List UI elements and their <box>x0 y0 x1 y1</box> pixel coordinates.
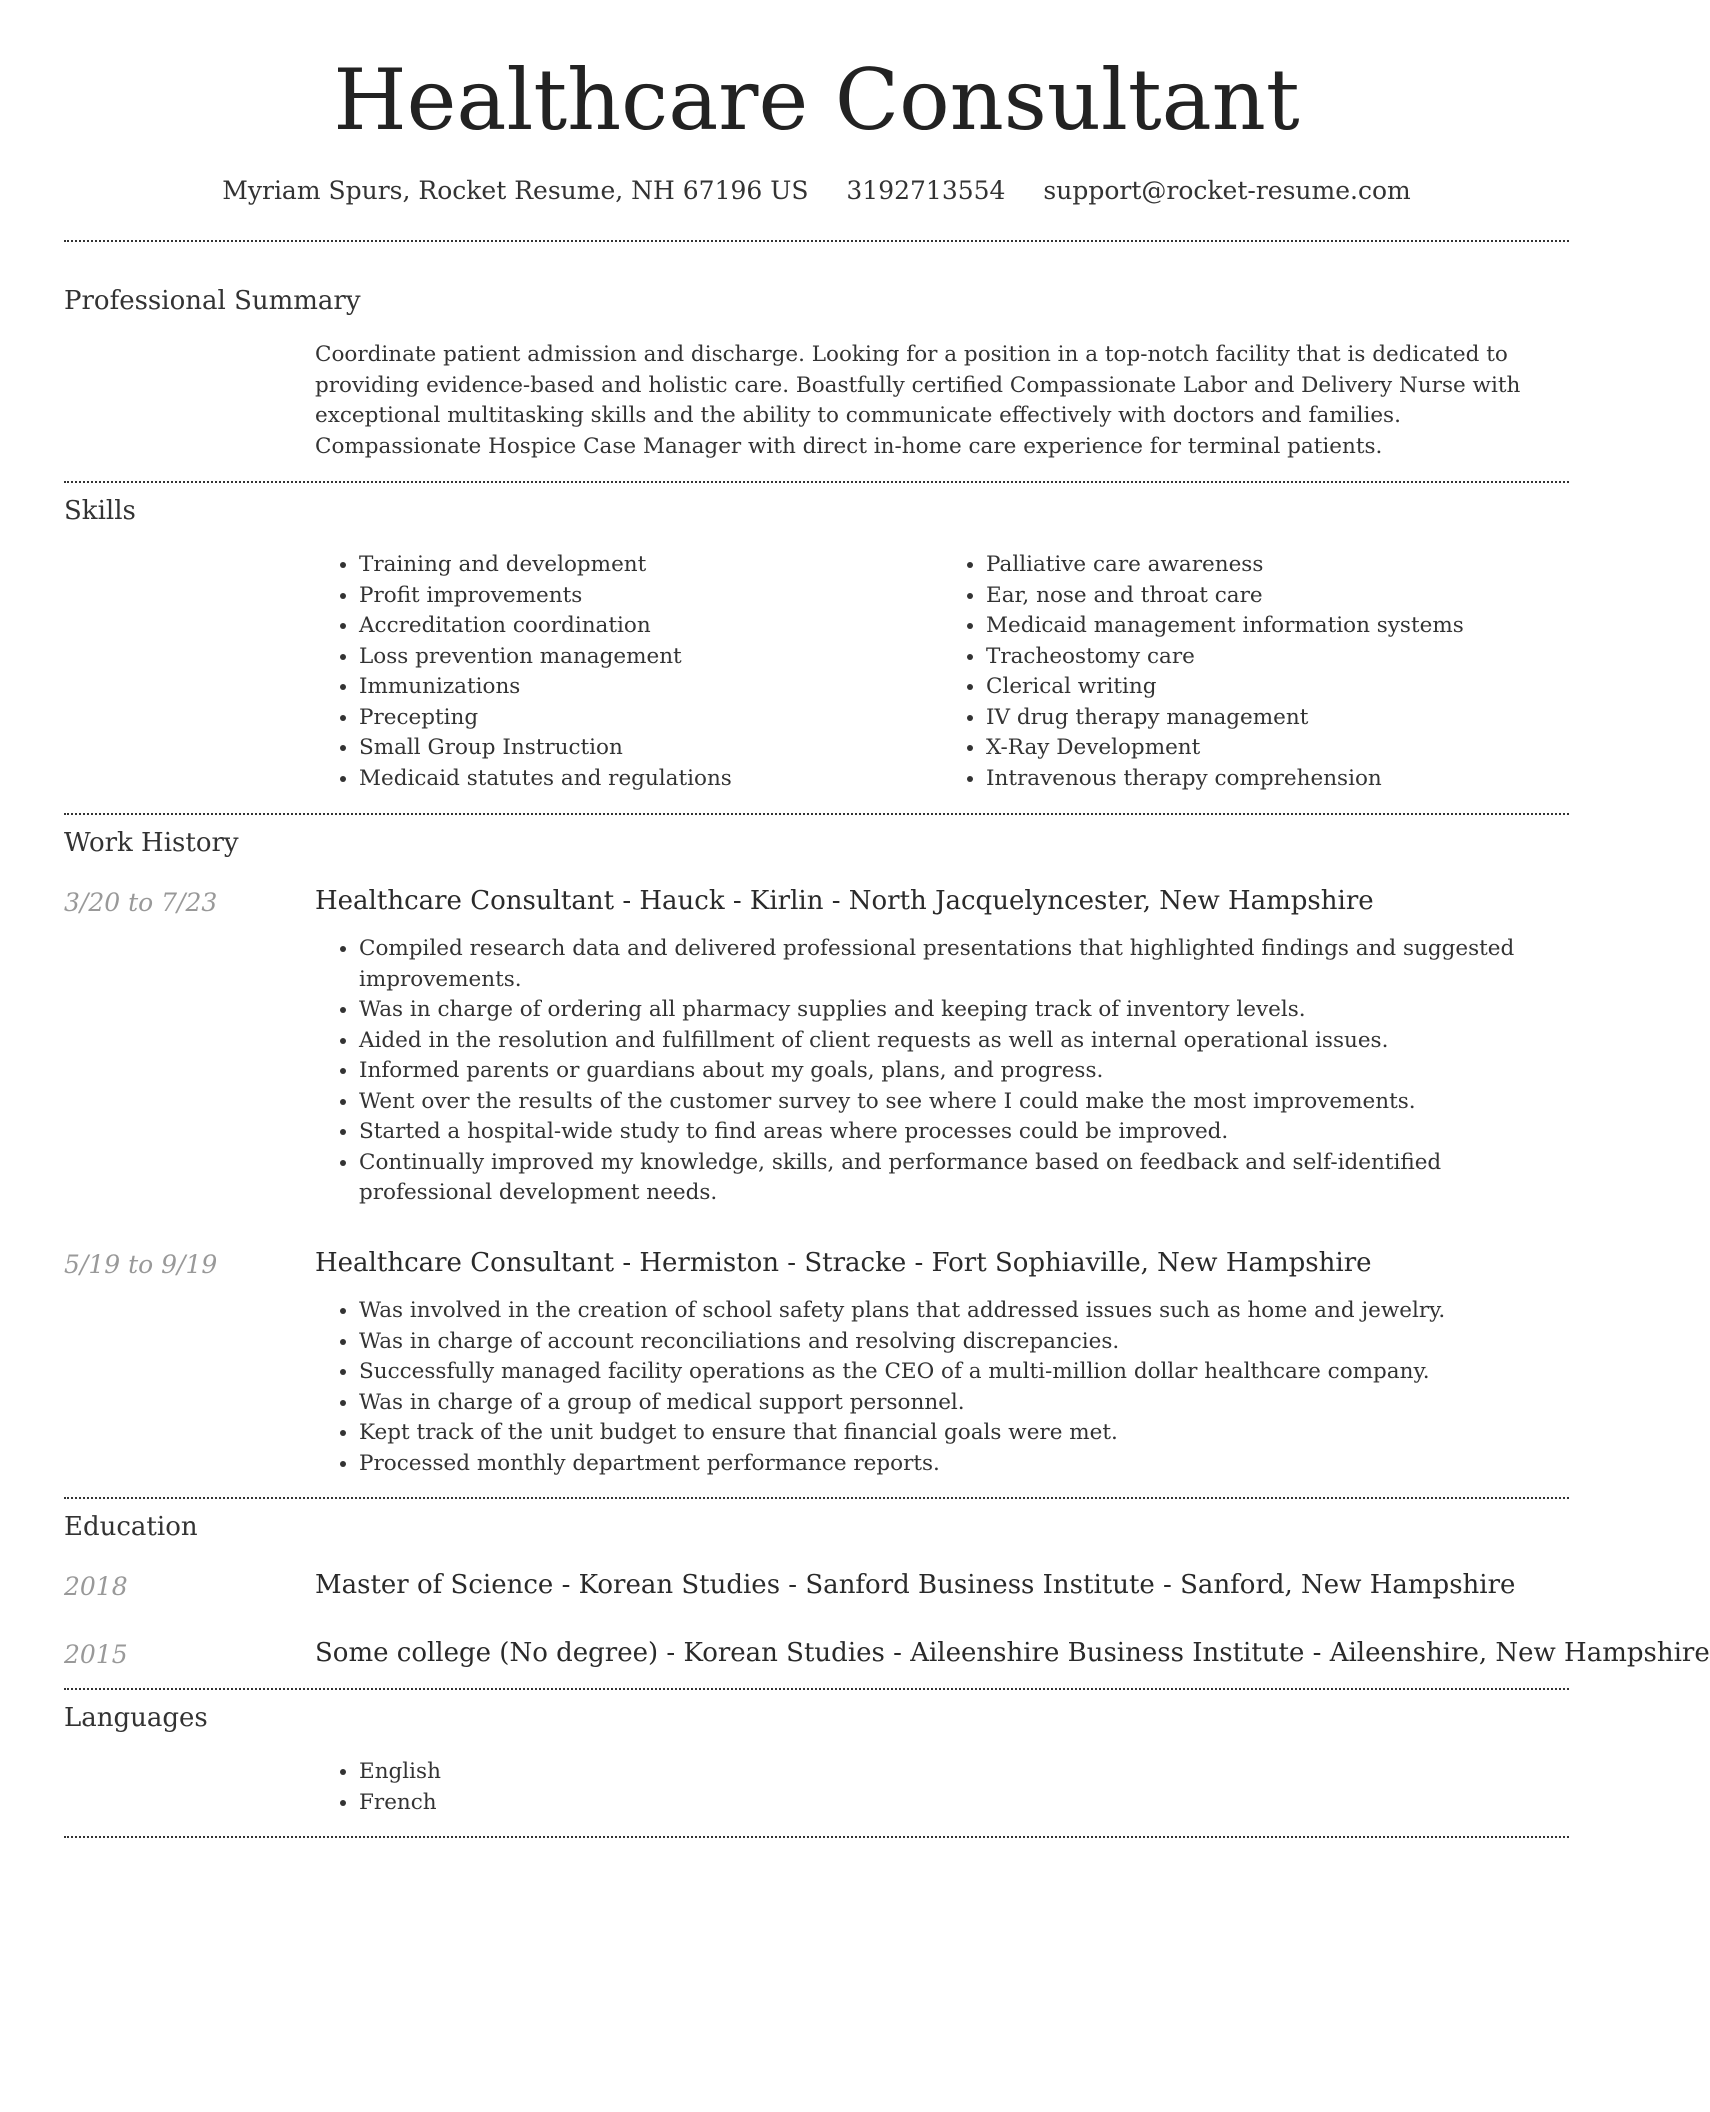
section-title-education: Education <box>64 1512 198 1542</box>
skills-section <box>64 496 1569 791</box>
education-field: Korean Studies <box>578 1570 781 1600</box>
skill-item: • IV drug therapy management <box>986 703 1569 734</box>
section-title-summary: Professional Summary <box>64 286 361 316</box>
job-bullet: • Aided in the resolution and fulfillment of client requests as well as internal operational issues. <box>359 1026 1569 1057</box>
job-bullet: • Informed parents or guardians about my goals, plans, and progress. <box>359 1056 1569 1087</box>
skill-item: • Profit improvements <box>359 581 942 612</box>
contact-address: Myriam Spurs, Rocket Resume, NH 67196 US <box>222 176 809 205</box>
job-bullet: • Started a hospital-wide study to find areas where processes could be improved. <box>359 1117 1569 1148</box>
skill-item: • Clerical writing <box>986 672 1569 703</box>
language-item: • English <box>359 1757 1569 1788</box>
skills-columns <box>315 550 1569 794</box>
job-bullet: • Compiled research data and delivered professional presentations that highlighted findings and suggested improvements. <box>359 934 1569 995</box>
language-item: • French <box>359 1788 1569 1819</box>
skill-item: • Intravenous therapy comprehension <box>986 764 1569 795</box>
education-line: Master of Science - Korean Studies - Sanford Business Institute - Sanford, New Hampshire <box>315 1570 1516 1600</box>
skill-item: • Small Group Instruction <box>359 733 942 764</box>
skills-list-left <box>315 550 942 794</box>
skills-list-right <box>942 550 1569 794</box>
education-year: 2018 <box>64 1572 128 1601</box>
education-year: 2015 <box>64 1640 128 1669</box>
divider <box>64 240 1569 242</box>
section-title-work: Work History <box>64 828 239 858</box>
job-bullets <box>315 934 1569 1209</box>
skill-item: • Tracheostomy care <box>986 642 1569 673</box>
resume-title: Healthcare Consultant <box>333 51 1300 149</box>
education-school: Aileenshire Business Institute <box>910 1638 1305 1668</box>
education-location: Sanford, New Hampshire <box>1180 1570 1516 1600</box>
job-bullet: • Successfully managed facility operations as the CEO of a multi-million dollar healthcare company. <box>359 1357 1569 1388</box>
languages-section <box>64 1703 1569 1815</box>
contact-phone: 3192713554 <box>846 176 1006 205</box>
job-bullet: • Processed monthly department performance reports. <box>359 1449 1569 1480</box>
education-line: Some college (No degree) - Korean Studies - Aileenshire Business Institute - Aileenshire, New Hampshire <box>315 1638 1710 1668</box>
section-title-languages: Languages <box>64 1703 208 1733</box>
divider <box>64 1497 1569 1499</box>
contact-email: support@rocket-resume.com <box>1043 176 1411 205</box>
work-section <box>64 828 1569 1476</box>
divider <box>64 813 1569 815</box>
skill-item: • Palliative care awareness <box>986 550 1569 581</box>
education-degree: Some college (No degree) <box>315 1638 659 1668</box>
skill-item: • Accreditation coordination <box>359 611 942 642</box>
job-dates: 3/20 to 7/23 <box>64 888 218 917</box>
job-bullet: • Continually improved my knowledge, skills, and performance based on feedback and self-identified professional development needs. <box>359 1148 1569 1209</box>
summary-section <box>64 286 1569 459</box>
languages-list <box>315 1757 1569 1818</box>
skill-item: • Medicaid management information systems <box>986 611 1569 642</box>
job-dates: 5/19 to 9/19 <box>64 1250 218 1279</box>
job-bullet: • Was in charge of a group of medical support personnel. <box>359 1388 1569 1419</box>
skill-item: • Immunizations <box>359 672 942 703</box>
divider <box>64 1688 1569 1690</box>
job-bullet: • Was in charge of ordering all pharmacy supplies and keeping track of inventory levels. <box>359 995 1569 1026</box>
education-location: Aileenshire, New Hampshire <box>1329 1638 1710 1668</box>
contact-line <box>64 176 1569 205</box>
skill-item: • Medicaid statutes and regulations <box>359 764 942 795</box>
education-field: Korean Studies <box>683 1638 885 1668</box>
skill-item: • X-Ray Development <box>986 733 1569 764</box>
section-title-skills: Skills <box>64 496 136 526</box>
education-school: Sanford Business Institute <box>805 1570 1155 1600</box>
job-bullet: • Was in charge of account reconciliations and resolving discrepancies. <box>359 1327 1569 1358</box>
summary-text: Coordinate patient admission and discharge. Looking for a position in a top-notch facility that is dedicated to providing evidence-based and holistic care. Boastfully certified Compassionate Labor and Delivery Nurse with exceptional multitasking skills and the ability to communicate effectively with doctors and families. Compassionate Hospice Case Manager with direct in-home care experience for terminal patients. <box>315 342 1521 459</box>
job-title: Healthcare Consultant - Hermiston - Stracke - Fort Sophiaville, New Hampshire <box>315 1248 1372 1278</box>
skill-item: • Loss prevention management <box>359 642 942 673</box>
skill-item: • Training and development <box>359 550 942 581</box>
job-bullet: • Kept track of the unit budget to ensure that financial goals were met. <box>359 1418 1569 1449</box>
job-title: Healthcare Consultant - Hauck - Kirlin - North Jacquelyncester, New Hampshire <box>315 886 1374 916</box>
divider <box>64 481 1569 483</box>
skill-item: • Precepting <box>359 703 942 734</box>
education-section <box>64 1512 1710 1669</box>
education-degree: Master of Science <box>315 1570 554 1600</box>
divider <box>64 1836 1569 1838</box>
job-bullet: • Was involved in the creation of school safety plans that addressed issues such as home and jewelry. <box>359 1296 1569 1327</box>
job-bullets <box>315 1296 1569 1479</box>
skill-item: • Ear, nose and throat care <box>986 581 1569 612</box>
resume-page <box>64 0 1710 1815</box>
job-bullet: • Went over the results of the customer survey to see where I could make the most improvements. <box>359 1087 1569 1118</box>
